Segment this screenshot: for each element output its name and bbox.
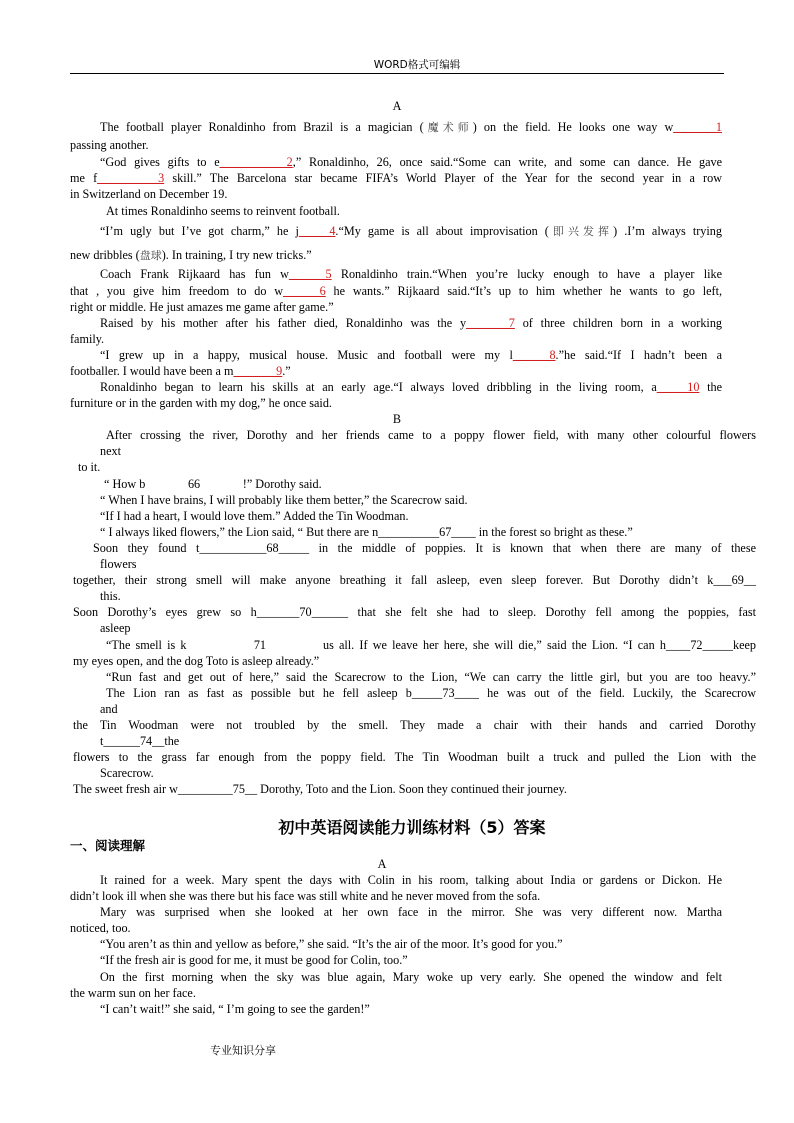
passage-b-label: B xyxy=(392,412,402,426)
answer-line: noticed, too. xyxy=(70,921,131,935)
answer-line: On the first morning when the sky was blue again, Mary woke up very early. She opened the window and felt xyxy=(100,970,722,984)
passage-a-label: A xyxy=(392,99,402,113)
passage-line: “If I had a heart, I would love them.” Added the Tin Woodman. xyxy=(100,509,409,523)
answer-title: 初中英语阅读能力训练材料（5）答案 xyxy=(278,818,546,837)
passage-line: Coach Frank Rijkaard has fun w______5 Ronaldinho train.“When you’re lucky enough to have a player like xyxy=(100,267,722,281)
answer-line: “If the fresh air is good for me, it must be good for Colin, too.” xyxy=(100,953,408,967)
passage-line: “The smell is k 71 us all. If we leave her here, she will die,” said the Lion. “I can h____72_____keep xyxy=(106,638,756,652)
passage-line: Ronaldinho began to learn his skills at an early age.“I always loved dribbling in the living room, a_____10 the xyxy=(100,380,723,394)
passage-line: Raised by his mother after his father died, Ronaldinho was the y_______7 of three children born in a working xyxy=(100,316,723,330)
passage-line: to it. xyxy=(78,460,101,474)
passage-line: flowers to the grass far enough from the poppy field. The Tin Woodman built a truck and pulled the Lion with the xyxy=(73,750,756,764)
passage-line: new dribbles (盘球). In training, I try new tricks.” xyxy=(70,248,312,262)
answer-line: the warm sun on her face. xyxy=(70,986,196,1000)
passage-line: “ When I have brains, I will probably like them better,” the Scarecrow said. xyxy=(100,493,468,507)
answer-line: It rained for a week. Mary spent the days with Colin in his room, talking about India or gardens or Dickon. He xyxy=(100,873,722,887)
blank-10: _____10 xyxy=(656,380,700,394)
section-heading: 一、阅读理解 xyxy=(70,838,146,853)
blank-8: ______8 xyxy=(512,348,556,362)
answer-line: “I can’t wait!” she said, “ I’m going to see the garden!” xyxy=(100,1002,370,1016)
passage-line: the Tin Woodman were not troubled by the smell. They made a chair with their hands and carried Dorothy xyxy=(73,718,756,732)
page-footer: 专业知识分享 xyxy=(210,1044,276,1057)
blank-2: ___________2 xyxy=(219,155,293,169)
blank-5: ______5 xyxy=(288,267,332,281)
passage-line: my eyes open, and the dog Toto is asleep already.” xyxy=(73,654,320,668)
passage-line: me f__________3 skill.” The Barcelona star became FIFA’s World Player of the Year for the second year in a row xyxy=(70,171,722,185)
passage-line: Soon they found t___________68_____ in the middle of poppies. It is known that when there are many of these xyxy=(93,541,756,555)
page-header: WORD格式可编辑 xyxy=(70,58,724,74)
answer-a-label: A xyxy=(377,857,387,871)
passage-line: in Switzerland on December 19. xyxy=(70,187,228,201)
blank-6: ______6 xyxy=(283,284,326,298)
passage-line: next xyxy=(100,444,121,458)
passage-line: family. xyxy=(70,332,105,346)
passage-line: footballer. I would have been a m_______9.” xyxy=(70,364,291,378)
passage-line: that , you give him freedom to do w______6 he wants.” Rijkaard said.“It’s up to him whether he wants to go left, xyxy=(70,284,723,298)
answer-line: Mary was surprised when she looked at her own face in the mirror. She was very different now. Martha xyxy=(100,905,722,919)
passage-line: “Run fast and get out of here,” said the Scarecrow to the Lion, “We can carry the little girl, but you are too heavy.” xyxy=(106,670,756,684)
passage-line: “ I always liked flowers,” the Lion said, “ But there are n__________67____ in the forest so bright as these.” xyxy=(100,525,633,539)
passage-line: Scarecrow. xyxy=(100,766,154,780)
answer-line: didn’t look ill when she was there but his face was still white and he never moved from the sofa. xyxy=(70,889,541,903)
passage-line: “I grew up in a happy, musical house. Music and football were my l______8.”he said.“If I hadn’t been a xyxy=(100,348,722,362)
passage-line: “God gives gifts to e___________2,” Ronaldinho, 26, once said.“Some can write, and some can dance. He gave xyxy=(100,155,722,169)
passage-line: asleep xyxy=(100,621,131,635)
passage-line: Soon Dorothy’s eyes grew so h_______70______ that she felt she had to sleep. Dorothy fell among the poppies, fast xyxy=(73,605,756,619)
passage-line: this. xyxy=(100,589,121,603)
blank-7: _______7 xyxy=(466,316,515,330)
passage-line: “ How b 66 !” Dorothy said. xyxy=(104,477,322,491)
blank-3: __________3 xyxy=(97,171,165,185)
passage-line: After crossing the river, Dorothy and her friends came to a poppy flower field, with many other colourful flowers xyxy=(106,428,756,442)
blank-9: _______9 xyxy=(233,364,283,378)
passage-line: “I’m ugly but I’ve got charm,” he j_____4.“My game is all about improvisation (即兴发挥) .I’m always trying xyxy=(100,224,722,238)
passage-line: furniture or in the garden with my dog,” he once said. xyxy=(70,396,332,410)
passage-line: The sweet fresh air w_________75__ Dorothy, Toto and the Lion. Soon they continued their journey. xyxy=(73,782,567,796)
passage-line: flowers xyxy=(100,557,137,571)
passage-line: passing another. xyxy=(70,138,149,152)
passage-line: t______74__the xyxy=(100,734,180,748)
passage-line: right or middle. He just amazes me game after game.” xyxy=(70,300,334,314)
passage-line: together, their strong smell will make anyone breathing it fall asleep, even sleep forever. But Dorothy didn’t k___69__ xyxy=(73,573,756,587)
passage-line: The football player Ronaldinho from Brazil is a magician (魔术师) on the field. He looks one way w_______1 xyxy=(100,120,723,134)
passage-line: and xyxy=(100,702,118,716)
passage-line: At times Ronaldinho seems to reinvent football. xyxy=(106,204,340,218)
passage-line: The Lion ran as fast as possible but he fell asleep b_____73____ he was out of the field. Luckily, the Scarecrow xyxy=(106,686,756,700)
answer-line: “You aren’t as thin and yellow as before,” she said. “It’s the air of the moor. It’s good for you.” xyxy=(100,937,563,951)
blank-4: _____4 xyxy=(298,224,336,238)
blank-1: _______1 xyxy=(673,120,723,134)
